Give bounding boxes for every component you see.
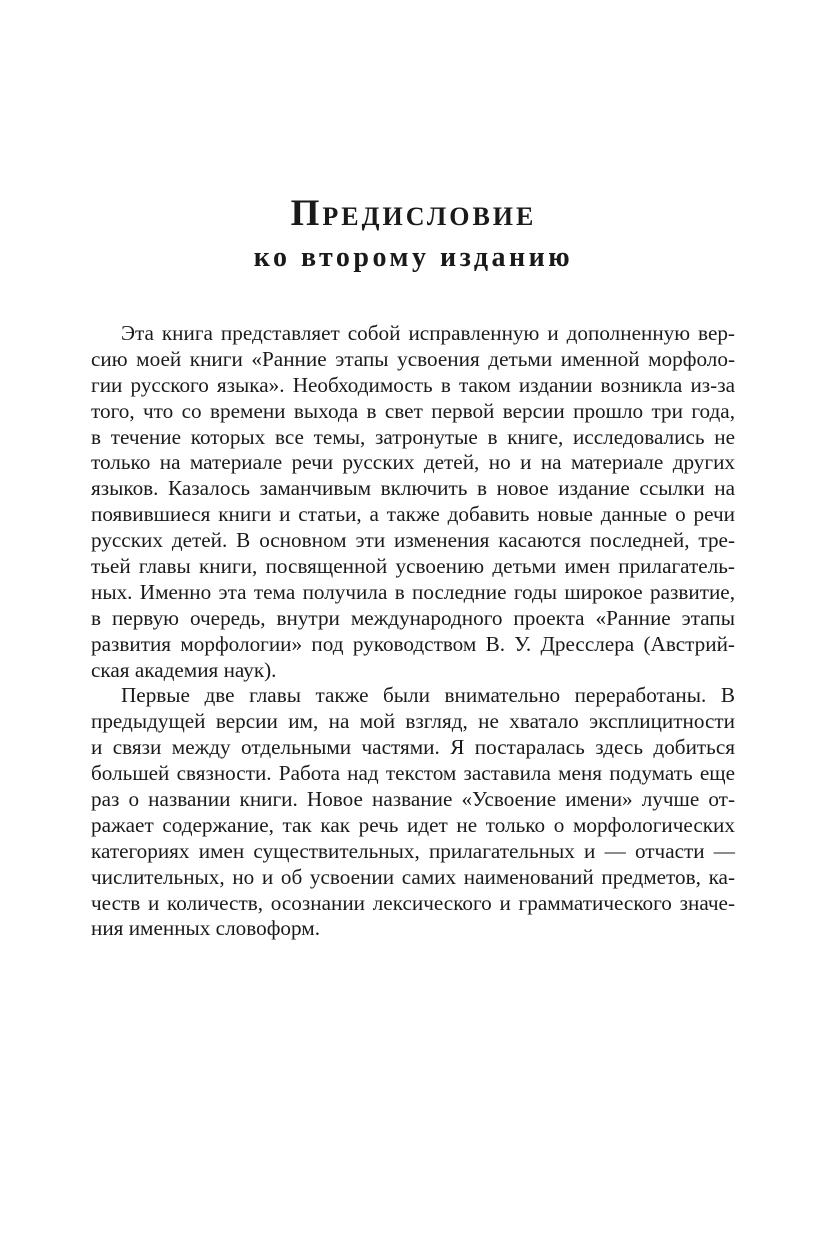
text-line: ных. Именно эта тема получила в последние годы широкое развитие,	[91, 579, 735, 604]
text-line: гии русского языка». Необходимость в таком издании возникла из-за	[91, 372, 735, 397]
paragraph	[91, 321, 735, 683]
text-line: того, что со времени выхода в свет первой версии прошло три года,	[91, 398, 735, 423]
text-line: тьей главы книги, посвященной усвоению детьми имен прилагатель-	[91, 554, 735, 579]
text-line: ния именных словоформ.	[91, 916, 320, 941]
text-line: ражает содержание, так как речь идет не только о морфологических	[91, 812, 735, 837]
text-line: честв и количеств, осознании лексического и грамматического значе-	[91, 890, 735, 915]
text-line: сию моей книги «Ранние этапы усвоения детьми именной морфоло-	[91, 346, 735, 371]
text-line: появившиеся книги и статьи, а также добавить новые данные о речи	[91, 502, 735, 527]
heading-title: Предисловие	[290, 193, 537, 234]
text-line: категориях имен существительных, прилагательных и — отчасти —	[91, 838, 735, 863]
text-line: русских детей. В основном эти изменения касаются последней, тре-	[91, 528, 735, 553]
text-line: числительных, но и об усвоении самих наименований предметов, ка-	[91, 864, 735, 889]
text-line: развития морфологии» под руководством В. У. Дресслера (Австрий-	[91, 631, 735, 656]
text-line: в первую очередь, внутри международного проекта «Ранние этапы	[91, 605, 735, 630]
body-text	[91, 321, 735, 942]
text-line: Эта книга представляет собой исправленную и дополненную вер-	[121, 321, 735, 345]
text-line: большей связности. Работа над текстом заставила меня подумать еще	[91, 761, 735, 786]
text-line: предыдущей версии им, на мой взгляд, не хватало эксплицитности	[91, 709, 735, 734]
text-line: раз о названии книги. Новое название «Усвоение имени» лучше от-	[91, 787, 735, 812]
paragraph	[91, 683, 735, 942]
text-line: Первые две главы также были внимательно переработаны. В	[121, 683, 735, 708]
text-line: и связи между отдельными частями. Я постаралась здесь добиться	[91, 735, 735, 760]
heading-subtitle: ко второму изданию	[253, 242, 574, 273]
chapter-heading	[0, 192, 827, 278]
text-line: ская академия наук).	[91, 657, 277, 682]
text-line: только на материале речи русских детей, но и на материале других	[91, 450, 735, 475]
text-line: в течение которых все темы, затронутые в книге, исследовались не	[91, 424, 735, 449]
text-line: языков. Казалось заманчивым включить в новое издание ссылки на	[91, 476, 735, 501]
